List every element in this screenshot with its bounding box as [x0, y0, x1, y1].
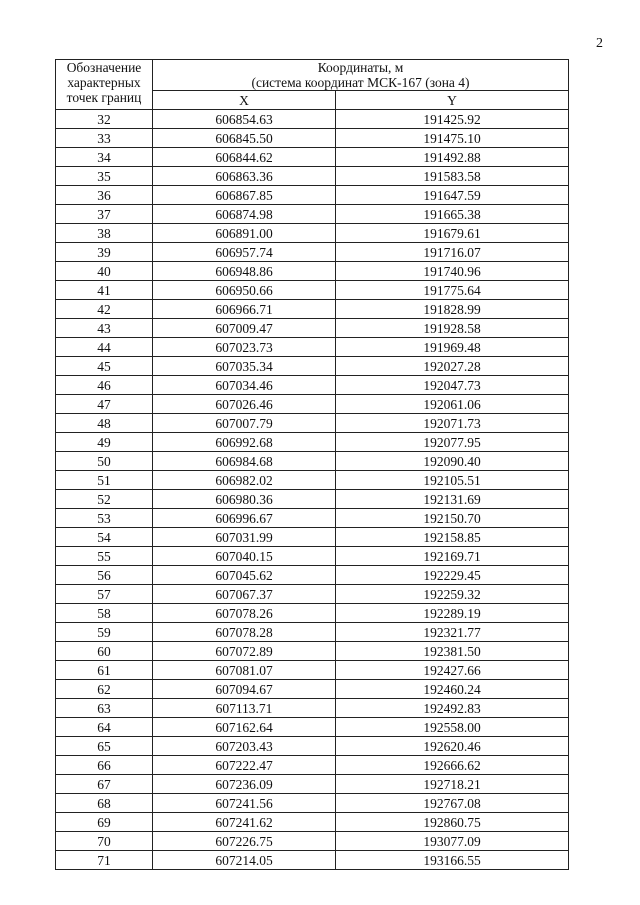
point-column-header	[56, 60, 153, 110]
point-id-cell: 63	[56, 699, 153, 718]
point-id-cell: 55	[56, 547, 153, 566]
x-coordinate-cell: 607072.89	[153, 642, 336, 661]
y-coordinate-cell: 192071.73	[336, 414, 569, 433]
point-id-cell: 51	[56, 471, 153, 490]
y-coordinate-cell: 191740.96	[336, 262, 569, 281]
x-coordinate-cell: 607031.99	[153, 528, 336, 547]
point-id-cell: 39	[56, 243, 153, 262]
point-id-cell: 32	[56, 110, 153, 129]
y-coordinate-cell: 192427.66	[336, 661, 569, 680]
point-id-cell: 58	[56, 604, 153, 623]
y-coordinate-cell: 191492.88	[336, 148, 569, 167]
point-id-cell: 35	[56, 167, 153, 186]
point-id-cell: 43	[56, 319, 153, 338]
x-coordinate-cell: 606891.00	[153, 224, 336, 243]
table-row	[56, 528, 569, 547]
y-coordinate-cell: 192321.77	[336, 623, 569, 642]
y-coordinate-cell: 192492.83	[336, 699, 569, 718]
x-coordinate-cell: 606867.85	[153, 186, 336, 205]
x-coordinate-cell: 607214.05	[153, 851, 336, 870]
y-column-header: Y	[336, 91, 569, 110]
point-id-cell: 54	[56, 528, 153, 547]
y-coordinate-cell: 191969.48	[336, 338, 569, 357]
point-id-cell: 61	[56, 661, 153, 680]
table-row	[56, 661, 569, 680]
table-row	[56, 262, 569, 281]
x-coordinate-cell: 607026.46	[153, 395, 336, 414]
y-coordinate-cell: 192158.85	[336, 528, 569, 547]
table-row	[56, 110, 569, 129]
point-id-cell: 56	[56, 566, 153, 585]
point-id-cell: 57	[56, 585, 153, 604]
table-row	[56, 794, 569, 813]
point-id-cell: 33	[56, 129, 153, 148]
coordinates-header-line-2: (система координат МСК-167 (зона 4)	[251, 75, 470, 90]
y-coordinate-cell: 191475.10	[336, 129, 569, 148]
point-id-cell: 49	[56, 433, 153, 452]
table-row	[56, 832, 569, 851]
table-row	[56, 756, 569, 775]
table-row	[56, 452, 569, 471]
x-coordinate-cell: 607241.56	[153, 794, 336, 813]
table-row	[56, 490, 569, 509]
table-row	[56, 642, 569, 661]
page-number: 2	[596, 36, 603, 51]
point-id-cell: 41	[56, 281, 153, 300]
coordinates-table	[55, 59, 569, 870]
x-coordinate-cell: 607222.47	[153, 756, 336, 775]
table-row	[56, 547, 569, 566]
x-coordinate-cell: 606957.74	[153, 243, 336, 262]
point-id-cell: 34	[56, 148, 153, 167]
y-coordinate-cell: 192105.51	[336, 471, 569, 490]
point-id-cell: 50	[56, 452, 153, 471]
x-coordinate-cell: 606948.86	[153, 262, 336, 281]
table-row	[56, 414, 569, 433]
x-coordinate-cell: 606966.71	[153, 300, 336, 319]
y-coordinate-cell: 192289.19	[336, 604, 569, 623]
y-coordinate-cell: 192131.69	[336, 490, 569, 509]
point-id-cell: 66	[56, 756, 153, 775]
point-id-cell: 59	[56, 623, 153, 642]
point-header-line-3: точек границ	[66, 90, 142, 105]
x-coordinate-cell: 607078.28	[153, 623, 336, 642]
table-header	[56, 60, 569, 110]
x-coordinate-cell: 607067.37	[153, 585, 336, 604]
x-coordinate-cell: 607113.71	[153, 699, 336, 718]
x-coordinate-cell: 607045.62	[153, 566, 336, 585]
y-coordinate-cell: 192381.50	[336, 642, 569, 661]
point-id-cell: 68	[56, 794, 153, 813]
table-row	[56, 851, 569, 870]
point-header-line-1: Обозначение	[66, 60, 142, 75]
point-id-cell: 52	[56, 490, 153, 509]
y-coordinate-cell: 192077.95	[336, 433, 569, 452]
table-row	[56, 775, 569, 794]
y-coordinate-cell: 191679.61	[336, 224, 569, 243]
y-coordinate-cell: 192229.45	[336, 566, 569, 585]
x-coordinate-cell: 606984.68	[153, 452, 336, 471]
x-coordinate-cell: 607040.15	[153, 547, 336, 566]
y-coordinate-cell: 191665.38	[336, 205, 569, 224]
point-id-cell: 67	[56, 775, 153, 794]
table-row	[56, 604, 569, 623]
point-id-cell: 64	[56, 718, 153, 737]
point-header-line-2: характерных	[67, 75, 141, 90]
point-id-cell: 70	[56, 832, 153, 851]
y-coordinate-cell: 191828.99	[336, 300, 569, 319]
table-row	[56, 357, 569, 376]
x-coordinate-cell: 606980.36	[153, 490, 336, 509]
y-coordinate-cell: 192047.73	[336, 376, 569, 395]
x-coordinate-cell: 607203.43	[153, 737, 336, 756]
point-id-cell: 37	[56, 205, 153, 224]
point-id-cell: 69	[56, 813, 153, 832]
y-coordinate-cell: 192666.62	[336, 756, 569, 775]
table-row	[56, 623, 569, 642]
x-coordinate-cell: 607081.07	[153, 661, 336, 680]
table-row	[56, 395, 569, 414]
x-coordinate-cell: 607241.62	[153, 813, 336, 832]
y-coordinate-cell: 191425.92	[336, 110, 569, 129]
point-id-cell: 60	[56, 642, 153, 661]
x-coordinate-cell: 606844.62	[153, 148, 336, 167]
x-coordinate-cell: 607094.67	[153, 680, 336, 699]
x-coordinate-cell: 606950.66	[153, 281, 336, 300]
point-id-cell: 40	[56, 262, 153, 281]
coordinates-header-line-1: Координаты, м	[317, 60, 404, 75]
table-row	[56, 186, 569, 205]
table-row	[56, 205, 569, 224]
table-row	[56, 300, 569, 319]
table-row	[56, 148, 569, 167]
table-row	[56, 129, 569, 148]
y-coordinate-cell: 192767.08	[336, 794, 569, 813]
y-coordinate-cell: 191583.58	[336, 167, 569, 186]
table-row	[56, 509, 569, 528]
x-coordinate-cell: 606845.50	[153, 129, 336, 148]
table-row	[56, 737, 569, 756]
point-id-cell: 38	[56, 224, 153, 243]
table-row	[56, 699, 569, 718]
y-coordinate-cell: 192027.28	[336, 357, 569, 376]
table-row	[56, 471, 569, 490]
point-id-cell: 46	[56, 376, 153, 395]
x-coordinate-cell: 606854.63	[153, 110, 336, 129]
x-coordinate-cell: 607023.73	[153, 338, 336, 357]
x-coordinate-cell: 607078.26	[153, 604, 336, 623]
x-column-header: X	[153, 91, 336, 110]
table-row	[56, 167, 569, 186]
point-id-cell: 62	[56, 680, 153, 699]
y-coordinate-cell: 192860.75	[336, 813, 569, 832]
x-coordinate-cell: 607034.46	[153, 376, 336, 395]
table-row	[56, 376, 569, 395]
y-coordinate-cell: 192090.40	[336, 452, 569, 471]
point-id-cell: 47	[56, 395, 153, 414]
table-row	[56, 813, 569, 832]
y-coordinate-cell: 191716.07	[336, 243, 569, 262]
x-coordinate-cell: 607007.79	[153, 414, 336, 433]
y-coordinate-cell: 192558.00	[336, 718, 569, 737]
x-coordinate-cell: 607162.64	[153, 718, 336, 737]
point-id-cell: 71	[56, 851, 153, 870]
point-id-cell: 53	[56, 509, 153, 528]
y-coordinate-cell: 192460.24	[336, 680, 569, 699]
table-row	[56, 566, 569, 585]
x-coordinate-cell: 606863.36	[153, 167, 336, 186]
y-coordinate-cell: 192061.06	[336, 395, 569, 414]
y-coordinate-cell: 192259.32	[336, 585, 569, 604]
coordinates-header	[153, 60, 569, 91]
y-coordinate-cell: 193166.55	[336, 851, 569, 870]
x-coordinate-cell: 607236.09	[153, 775, 336, 794]
table-row	[56, 224, 569, 243]
table-row	[56, 281, 569, 300]
x-coordinate-cell: 607226.75	[153, 832, 336, 851]
table-row	[56, 680, 569, 699]
table-body	[56, 110, 569, 870]
y-coordinate-cell: 191775.64	[336, 281, 569, 300]
table-row	[56, 338, 569, 357]
y-coordinate-cell: 191928.58	[336, 319, 569, 338]
point-id-cell: 45	[56, 357, 153, 376]
point-id-cell: 36	[56, 186, 153, 205]
x-coordinate-cell: 606996.67	[153, 509, 336, 528]
table-row	[56, 319, 569, 338]
y-coordinate-cell: 192620.46	[336, 737, 569, 756]
y-coordinate-cell: 192718.21	[336, 775, 569, 794]
x-coordinate-cell: 607035.34	[153, 357, 336, 376]
x-coordinate-cell: 606982.02	[153, 471, 336, 490]
y-coordinate-cell: 193077.09	[336, 832, 569, 851]
x-coordinate-cell: 606874.98	[153, 205, 336, 224]
table-row	[56, 433, 569, 452]
table-row	[56, 585, 569, 604]
table-row	[56, 243, 569, 262]
y-coordinate-cell: 192150.70	[336, 509, 569, 528]
table-row	[56, 718, 569, 737]
x-coordinate-cell: 606992.68	[153, 433, 336, 452]
y-coordinate-cell: 191647.59	[336, 186, 569, 205]
point-id-cell: 44	[56, 338, 153, 357]
y-coordinate-cell: 192169.71	[336, 547, 569, 566]
point-id-cell: 42	[56, 300, 153, 319]
point-id-cell: 65	[56, 737, 153, 756]
point-id-cell: 48	[56, 414, 153, 433]
x-coordinate-cell: 607009.47	[153, 319, 336, 338]
